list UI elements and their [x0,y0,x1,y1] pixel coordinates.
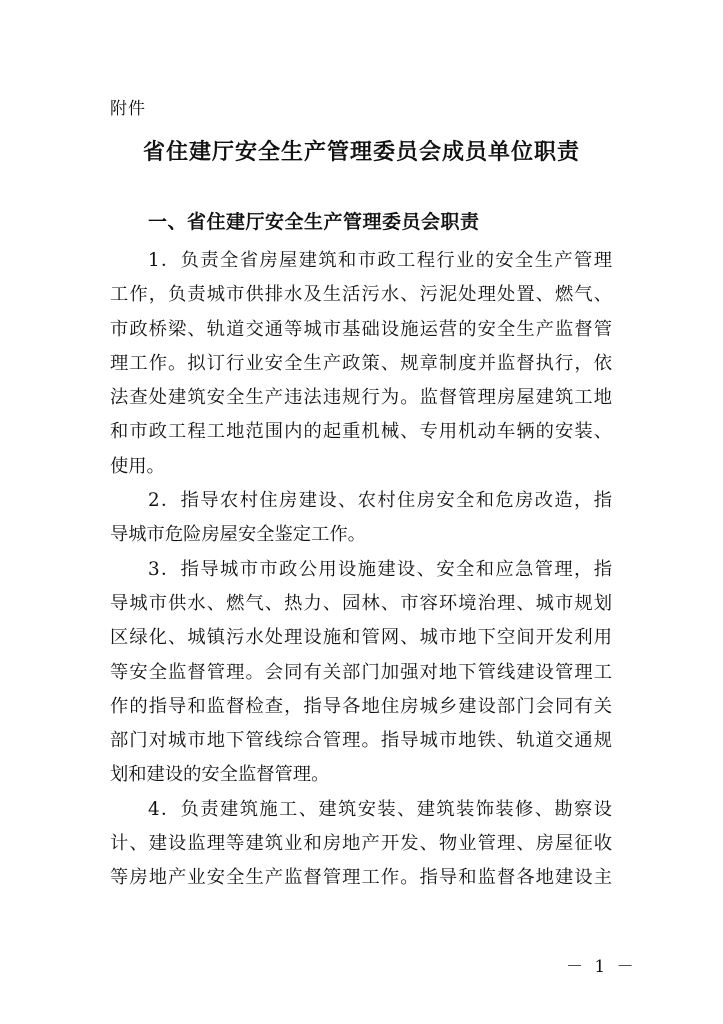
paragraph-3-line: 3．指导城市市政公用设施建设、安全和应急管理，指 [148,558,612,580]
paragraph-3-line: 作的指导和监督检查，指导各地住房城乡建设部门会同有关 [110,695,612,717]
paragraph-4-line: 4．负责建筑施工、建筑安装、建筑装饰装修、勘察设 [148,798,612,820]
paragraph-3-line: 划和建设的安全监督管理。 [110,764,330,786]
paragraph-1-line: 和市政工程工地范围内的起重机械、专用机动车辆的安装、 [110,421,612,443]
paragraph-3-line: 部门对城市地下管线综合管理。指导城市地铁、轨道交通规 [110,730,612,752]
paragraph-3-line: 等安全监督管理。会同有关部门加强对地下管线建设管理工 [110,661,612,683]
paragraph-1-line: 工作，负责城市供排水及生活污水、污泥处理处置、燃气、 [110,284,612,306]
paragraph-3-line: 导城市供水、燃气、热力、园林、市容环境治理、城市规划 [110,592,612,614]
paragraph-3-line: 区绿化、城镇污水处理设施和管网、城市地下空间开发利用 [110,627,612,649]
paragraph-1-line: 使用。 [110,455,165,477]
paragraph-1-line: 市政桥梁、轨道交通等城市基础设施运营的安全生产监督管 [110,318,612,340]
section-heading: 一、省住建厅安全生产管理委员会职责 [148,211,480,233]
document-title: 省住建厅安全生产管理委员会成员单位职责 [142,140,580,165]
page-number: － 1 － [566,957,637,977]
paragraph-4-line: 等房地产业安全生产监督管理工作。指导和监督各地建设主 [110,867,612,889]
paragraph-2-line: 导城市危险房屋安全鉴定工作。 [110,524,366,546]
paragraph-1-line: 1．负责全省房屋建筑和市政工程行业的安全生产管理 [148,250,612,271]
paragraph-2-line: 2．指导农村住房建设、农村住房安全和危房改造，指 [148,490,612,512]
paragraph-1-line: 法查处建筑安全生产违法违规行为。监督管理房屋建筑工地 [110,387,612,409]
attachment-label: 附件 [110,99,146,119]
paragraph-1-line: 理工作。拟订行业安全生产政策、规章制度并监督执行，依 [110,352,612,374]
body-text [110,244,612,896]
paragraph-4-line: 计、建设监理等建筑业和房地产开发、物业管理、房屋征收 [110,833,612,855]
